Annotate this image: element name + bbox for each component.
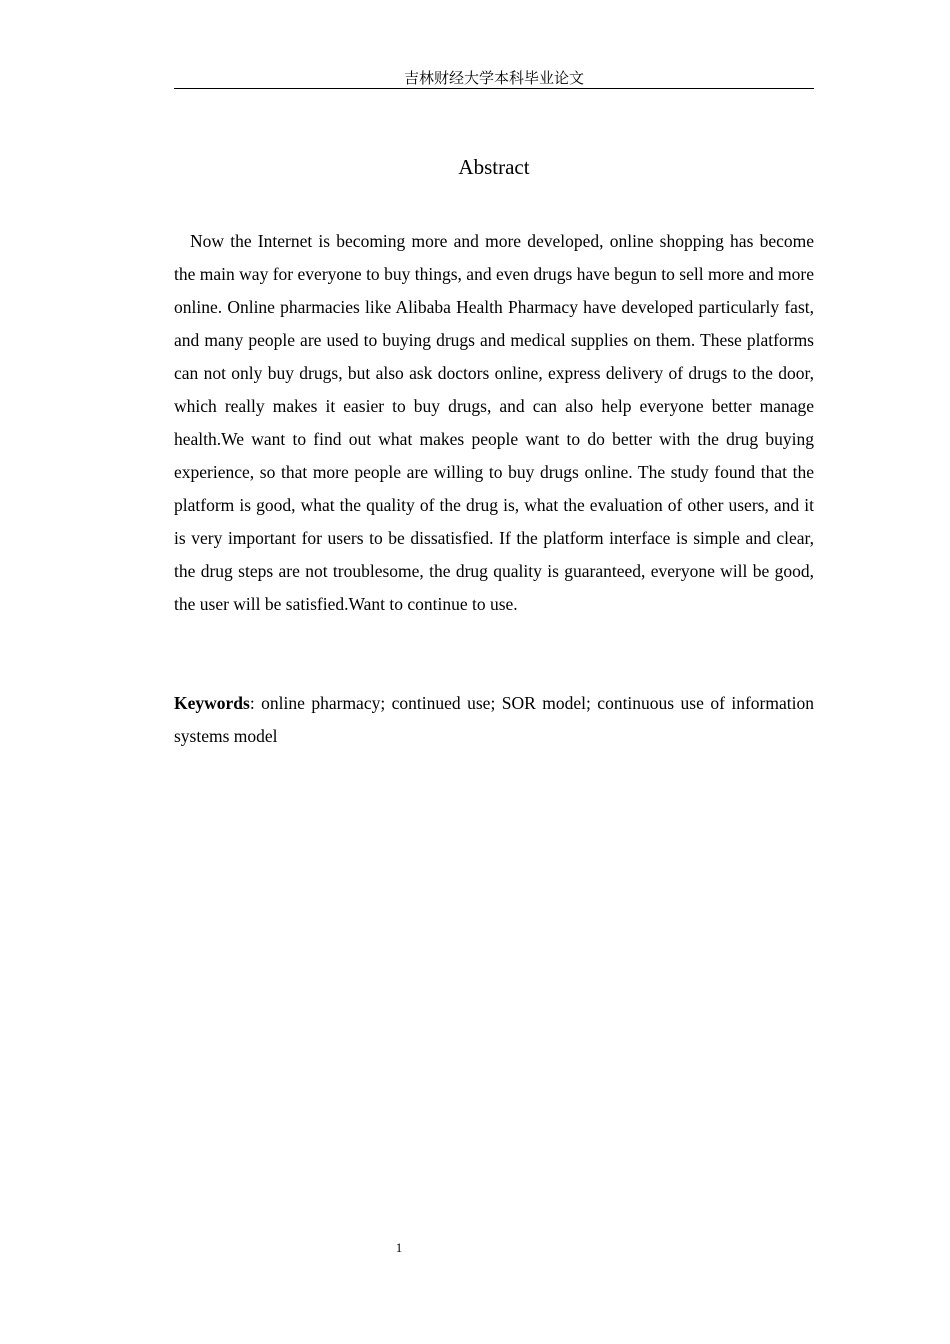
keywords-paragraph bbox=[174, 687, 814, 753]
page-number: 1 bbox=[395, 1240, 403, 1255]
keywords-text: online pharmacy; continued use; SOR model; continuous use of information systems model bbox=[174, 693, 814, 746]
page-header bbox=[174, 68, 814, 89]
keywords-label: Keywords bbox=[174, 693, 250, 713]
abstract-title: Abstract bbox=[458, 155, 530, 179]
keywords-separator: : bbox=[249, 693, 262, 713]
abstract-body: Now the Internet is becoming more and more developed, online shopping has become the main way for everyone to buy things, and even drugs have begun to sell more and more online. Online pharmacies like Alibaba Health Pharmacy have developed particularly fast, and many people are used to buying drugs and medical supplies on them. These platforms can not only buy drugs, but also ask doctors online, express delivery of drugs to the door, which really makes it easier to buy drugs, and can also help everyone better manage health.We want to find out what makes people want to do better with the drug buying experience, so that more people are willing to buy drugs online. The study found that the platform is good, what the quality of the drug is, what the evaluation of other users, and it is very important for users to be dissatisfied. If the platform interface is simple and clear, the drug steps are not troublesome, the drug quality is guaranteed, everyone will be good, the user will be satisfied.Want to continue to use. bbox=[174, 231, 814, 614]
header-title: 吉林财经大学本科毕业论文 bbox=[403, 69, 584, 87]
